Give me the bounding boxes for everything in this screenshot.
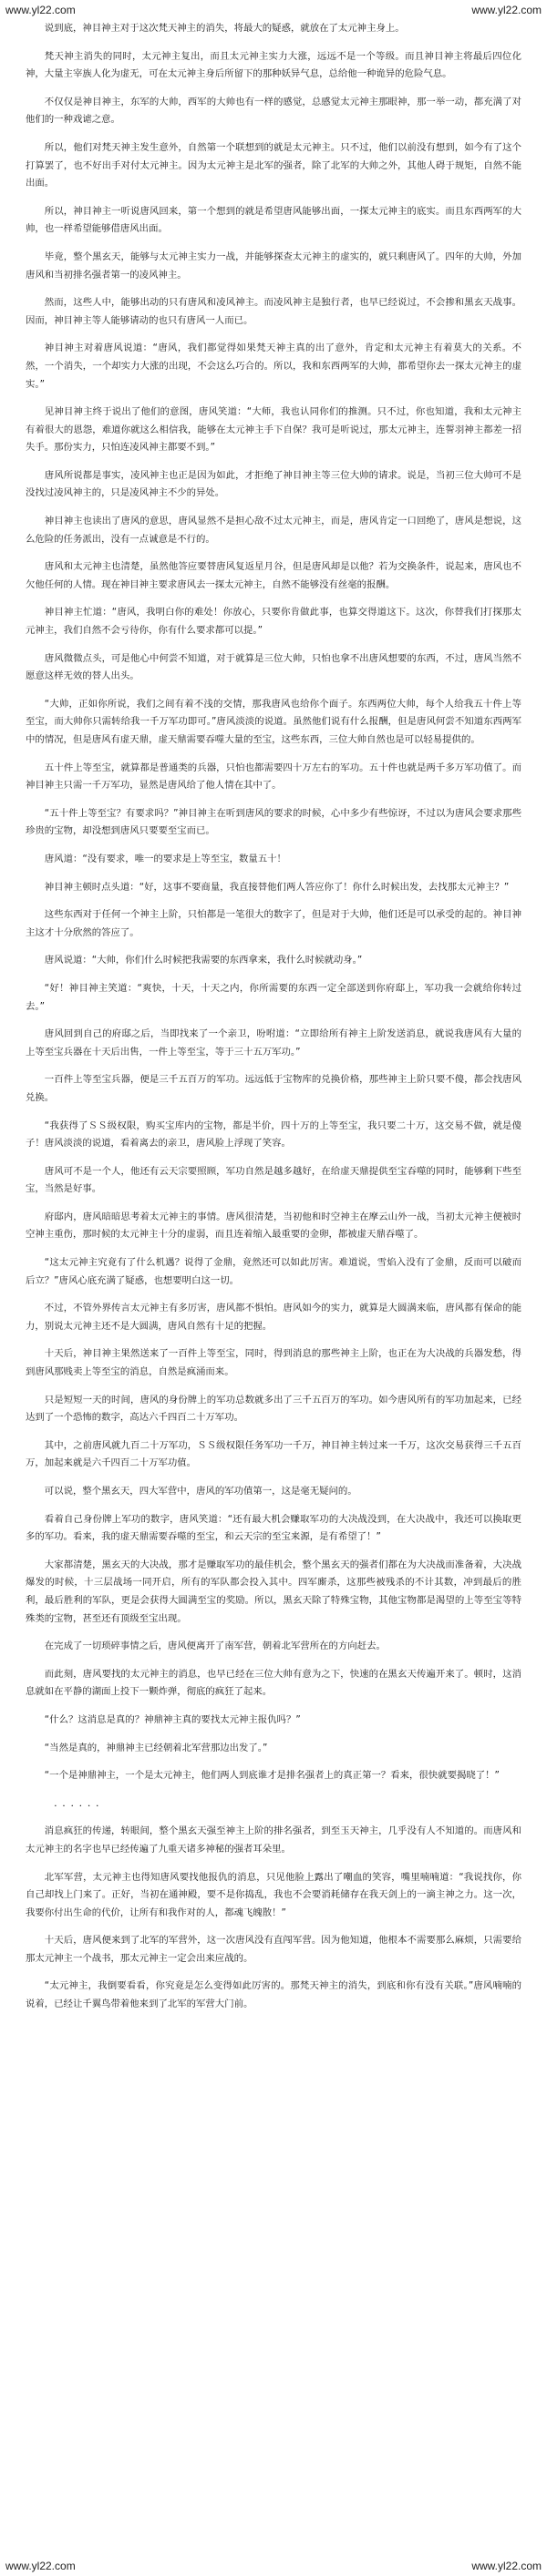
paragraph: 唐风和太元神主也清楚，虽然他答应要替唐风复返星月谷，但是唐风却是以他？若为交换条件，说起来，唐风也不欠他任何的人情。现在神目神主要求唐风去一探太元神主，自然不能够没有丝毫的报酬。 — [26, 561, 521, 590]
paragraph: 消息疯狂的传递，转眼间，整个黑玄天强至神主上阶的排名强者，到至玉天神主，几乎没有人不知道的。而唐风和太元神主的名字也早已经传遍了九重天诸多神秘的强者耳朵里。 — [26, 1825, 521, 1855]
paragraph: “当然是真的，神鼎神主已经朝着北军营那边出发了。” — [44, 1742, 268, 1753]
paragraph: ．．．．．． — [54, 1797, 109, 1809]
paragraph: 其中，之前唐风就九百二十万军功，ＳＳ级权限任务军功一千万，神目神主转过来一千万，这次交易获得三千五百万，加起来就是六千四百二十万军功值。 — [26, 1439, 521, 1469]
paragraph: 唐风可不是一个人，他还有云天宗要照顾，军功自然是越多越好，在给虚天鼎提供至宝吞噬的同时，能够剩下些至宝，当然是好事。 — [26, 1165, 521, 1195]
paragraph: “我获得了ＳＳ级权限，购买宝库内的宝物，都是半价，四十万的上等至宝，我只要二十万，这交易不做，就是傻子！唐风淡淡的说道，看着离去的亲卫，唐风脸上浮现了笑容。 — [26, 1119, 521, 1150]
paragraph: 唐风微微点头，可是他心中何尝不知道，对于就算是三位大帅，只怕也拿不出唐风想要的东西，不过，唐风当然不愿意这样无效的替人出头。 — [26, 652, 521, 682]
paragraph: 梵天神主消失的同时，太元神主复出，而且太元神主实力大涨，远远不是一个等级。而且神目神主将最后四位化神，大量主宰族人化为虚无，可在太元神主身后所留下的那种妖异气息，总给他一种诡异的危险气息。 — [26, 50, 521, 80]
watermark-top-right: www.yl22.com — [471, 4, 542, 16]
paragraph: 大家都清楚，黑玄天的大决战，那才是赚取军功的最佳机会，整个黑玄天的强者们都在为大决战而准备着，大决战爆发的时候，十三层战场一同开启，所有的军队都会投入其中。四军廝杀，这那些被残杀的不计其数，冲到最后的胜利，最后胜利的军队，更是会获得大圆满至宝的奖励。所以，黑玄天除了特殊宝物，其他宝物都是渴望的上等至宝等特殊类的宝物，甚至还有顶级至宝出现。 — [26, 1559, 521, 1624]
paragraph: 十天后，神目神主果然送来了一百件上等至宝，同时，得到消息的那些神主上阶，也正在为大决战的兵器发愁，得到唐风那贱卖上等至宝的消息，自然是疯涌而来。 — [26, 1348, 521, 1378]
paragraph: 府邸内，唐风暗暗思考着太元神主的事情。唐风很清楚，当初他和时空神主在摩云山外一战，当初太元神主便被时空神主重伤，那时候的太元神主十分的虚弱，而且连着缩入最重要的金卵，都被虚天鼎吞噬了。 — [26, 1211, 521, 1241]
paragraph: 神目神主顿时点头道：“好，这事不要商量，我直接替他们两人答应你了！你什么时候出发，去找那太元神主？” — [44, 881, 510, 893]
paragraph: 所以，神目神主一听说唐风回来，第一个想到的就是希望唐风能够出面，一探太元神主的底实。而且东西两军的大帅，也一样希望能够借唐风出面。 — [26, 205, 521, 235]
chapter-text — [26, 20, 521, 2554]
paragraph: 唐风所说都是事实，凌风神主也正是因为如此，才拒绝了神目神主等三位大帅的请求。说是，当初三位大帅可不是没找过凌风神主的，只是凌风神主不少的异处。 — [26, 469, 521, 499]
watermark-top-left: www.yl22.com — [5, 4, 76, 16]
paragraph: 所以，他们对梵天神主发生意外，自然第一个联想到的就是太元神主。只不过，他们以前没有想到，如今有了这个打算罢了，也不好出手对付太元神主。因为太元神主是北军的强者，除了北军的大帅之外，其他人碍于规矩，自然不能出面。 — [26, 141, 521, 189]
paragraph: “好！神目神主笑道：“爽快，十天，十天之内，你所需要的东西一定全部送到你府邸上，军功我一会就给你转过去。” — [26, 982, 521, 1012]
paragraph: 看着自己身份牌上军功的数字，唐风笑道：“还有最大机会赚取军功的大决战没到，在大决战中，我还可以换取更多的军功。看来，我的虚天鼎需要吞噬的至宝，和云天宗的至宝来源，是有希望了！” — [26, 1513, 521, 1543]
paragraph: “什么？这消息是真的？神鼎神主真的要找太元神主报仇吗？” — [44, 1713, 301, 1725]
paragraph: 只是短短一天的时间，唐风的身份牌上的军功总数就多出了三千五百万的军功。如今唐风所有的军功加起来，已经达到了一个恐怖的数字，高达六千四百二十万军功。 — [26, 1394, 521, 1424]
paragraph: 而此刻，唐风要找的太元神主的消息，也早已经在三位大帅有意为之下，快速的在黑玄天传遍开来了。顿时，这消息就如在平静的湖面上投下一颗炸弹，彻底的疯狂了起来。 — [26, 1668, 521, 1698]
paragraph: “一个是神鼎神主，一个是太元神主，他们两人到底谁才是排名强者上的真正第一？看来，很快就要揭晓了！” — [44, 1770, 500, 1782]
paragraph: 毕竟，整个黑玄天，能够与太元神主实力一战，并能够探查太元神主的虚实的，就只剩唐风了。四年的大帅，外加唐风和当初排名强者第一的凌风神主。 — [26, 250, 521, 281]
paragraph: 神目神主也读出了唐风的意思，唐风显然不是担心敌不过太元神主，而是，唐风肯定一口回绝了，唐风是想说，这么危险的任务派出，没有一点诚意是不行的。 — [26, 516, 521, 545]
paragraph: 不过，不管外界传言太元神主有多厉害，唐风都不惧怕。唐风如今的实力，就算是大圆满来临，唐风都有保命的能力，别说太元神主还不是大圆满，唐风自然有十足的把握。 — [26, 1303, 521, 1332]
paragraph: 神目神主对着唐风说道：“唐风，我们都觉得如果梵天神主真的出了意外，肯定和太元神主有着莫大的关系。不然，一个消失，一个却实力大涨的出现，不会这么巧合的。所以，我和东西两军的大帅，都希望你去一探太元神主的虚实。” — [26, 342, 521, 390]
paragraph: 一百件上等至宝兵器，便是三千五百万的军功。远远低于宝物库的兑换价格，那些神主上阶只要不傻，都会找唐风兑换。 — [26, 1074, 521, 1103]
paragraph: 在完成了一切琐碎事情之后，唐风便离开了南军营，朝着北军营所在的方向赶去。 — [44, 1641, 386, 1652]
paragraph: “太元神主，我倒要看看，你究竟是怎么变得如此厉害的。那梵天神主的消失，到底和你有没有关联。”唐风喃喃的说着，已经让千翼鸟带着他来到了北军的军营大门前。 — [26, 1980, 521, 2010]
paragraph: “这太元神主究竟有了什么机遇？说得了金鼎，竟然还可以如此厉害。难道说，雪焰入没有了金鼎，反而可以破而后立？”唐风心底充满了疑惑，也想要明白这一切。 — [26, 1257, 521, 1286]
paragraph: 然而，这些人中，能够出动的只有唐风和凌风神主。而凌风神主是独行者，也早已经说过，不会掺和黑玄天战事。因而，神目神主等人能够请动的也只有唐风一人而已。 — [26, 297, 521, 326]
paragraph: 可以说，整个黑玄天，四大军营中，唐风的军功值第一，这是毫无疑问的。 — [44, 1486, 357, 1497]
paragraph: 唐风说道：“大帅，你们什么时候把我需要的东西拿来，我什么时候就动身。” — [44, 955, 363, 966]
paragraph: “五十件上等至宝？有要求吗？”神目神主在听到唐风的要求的时候，心中多少有些惊讶，不过以为唐风会要求那些珍贵的宝物，却没想到唐风只要要至宝而已。 — [26, 807, 521, 837]
paragraph: 这些东西对于任何一个神主上阶，只怕都是一笔很大的数字了，但是对于大帅，他们还是可以承受的起的。神目神主这才十分欣然的答应了。 — [26, 909, 521, 938]
paragraph: 十天后，唐风便来到了北军的军营外，这一次唐风没有直闯军营。因为他知道，他根本不需要那么麻烦，只需要给那太元神主一个战书，那太元神主一定会出来应战的。 — [26, 1935, 521, 1964]
paragraph: 不仅仅是神目神主，东军的大帅，西军的大帅也有一样的感觉，总感觉太元神主那眼神，那一举一动，都充满了对他们的一种戏谑之意。 — [26, 96, 521, 126]
watermark-bottom-left: www.yl22.com — [5, 2560, 76, 2572]
paragraph: 唐风道：“没有要求，唯一的要求是上等至宝，数量五十！ — [44, 853, 286, 864]
paragraph: 说到底，神目神主对于这次梵天神主的消失，将最大的疑惑，就放在了太元神主身上。 — [44, 23, 405, 34]
paragraph: “大帅，正如你所说，我们之间有着不浅的交情，那我唐风也给你个面子。东西两位大帅，每个人给我五十件上等至宝，而大帅你只需转给我一千万军功即可。”唐风淡淡的说道。虽然他们说有什么报酬，但是唐风何尝不知道东西两军中的情况，但是唐风有虚天鼎，虚天鼎需要吞噬大量的至宝，这些东西，三位大帅自然也是可以轻易提供的。 — [26, 698, 521, 745]
paragraph: 北军军营，太元神主也得知唐风要找他报仇的消息，只见他脸上露出了嘲血的笑容，嘴里喃喃道：“我说找你，你自己却找上门来了。正好，当初在通神殿，要不是你捣乱，我也不会要消耗储存在我天剑上的一滴主神之力。这一次，我要你付出生命的代价，让所有和我作对的人，都魂飞魄散！” — [26, 1871, 521, 1918]
watermark-bottom-right: www.yl22.com — [471, 2560, 542, 2572]
paragraph: 神目神主忙道：“唐风，我明白你的难处！你放心，只要你肯做此事，也算交得道这下。这次，你替我们打探那太元神主，我们自然不会亏待你，你有什么要求都可以提。” — [26, 607, 521, 637]
paragraph: 见神目神主终于说出了他们的意图，唐风笑道：“大师，我也认同你们的推测。只不过，你也知道，我和太元神主有着很大的恩怨，难道你就这么相信我，能够在太元神主手下自保？我可是听说过，那太元神主，连誓羽神主都差一招失手。那份实力，只怕连凌风神主都要不到。” — [26, 406, 521, 454]
paragraph: 五十件上等至宝，就算都是普通类的兵器，只怕也都需要四十万左右的军功。五十件也就是两千多万军功值了。而神目神主只需一千万军功，显然是唐风给了他人情在其中了。 — [26, 762, 521, 792]
paragraph: 唐风回到自己的府邸之后，当即找来了一个亲卫，吩咐道：“立即给所有神主上阶发送消息，就说我唐风有大量的上等至宝兵器在十天后出售，一件上等至宝，等于三十五万军功。” — [26, 1028, 521, 1058]
